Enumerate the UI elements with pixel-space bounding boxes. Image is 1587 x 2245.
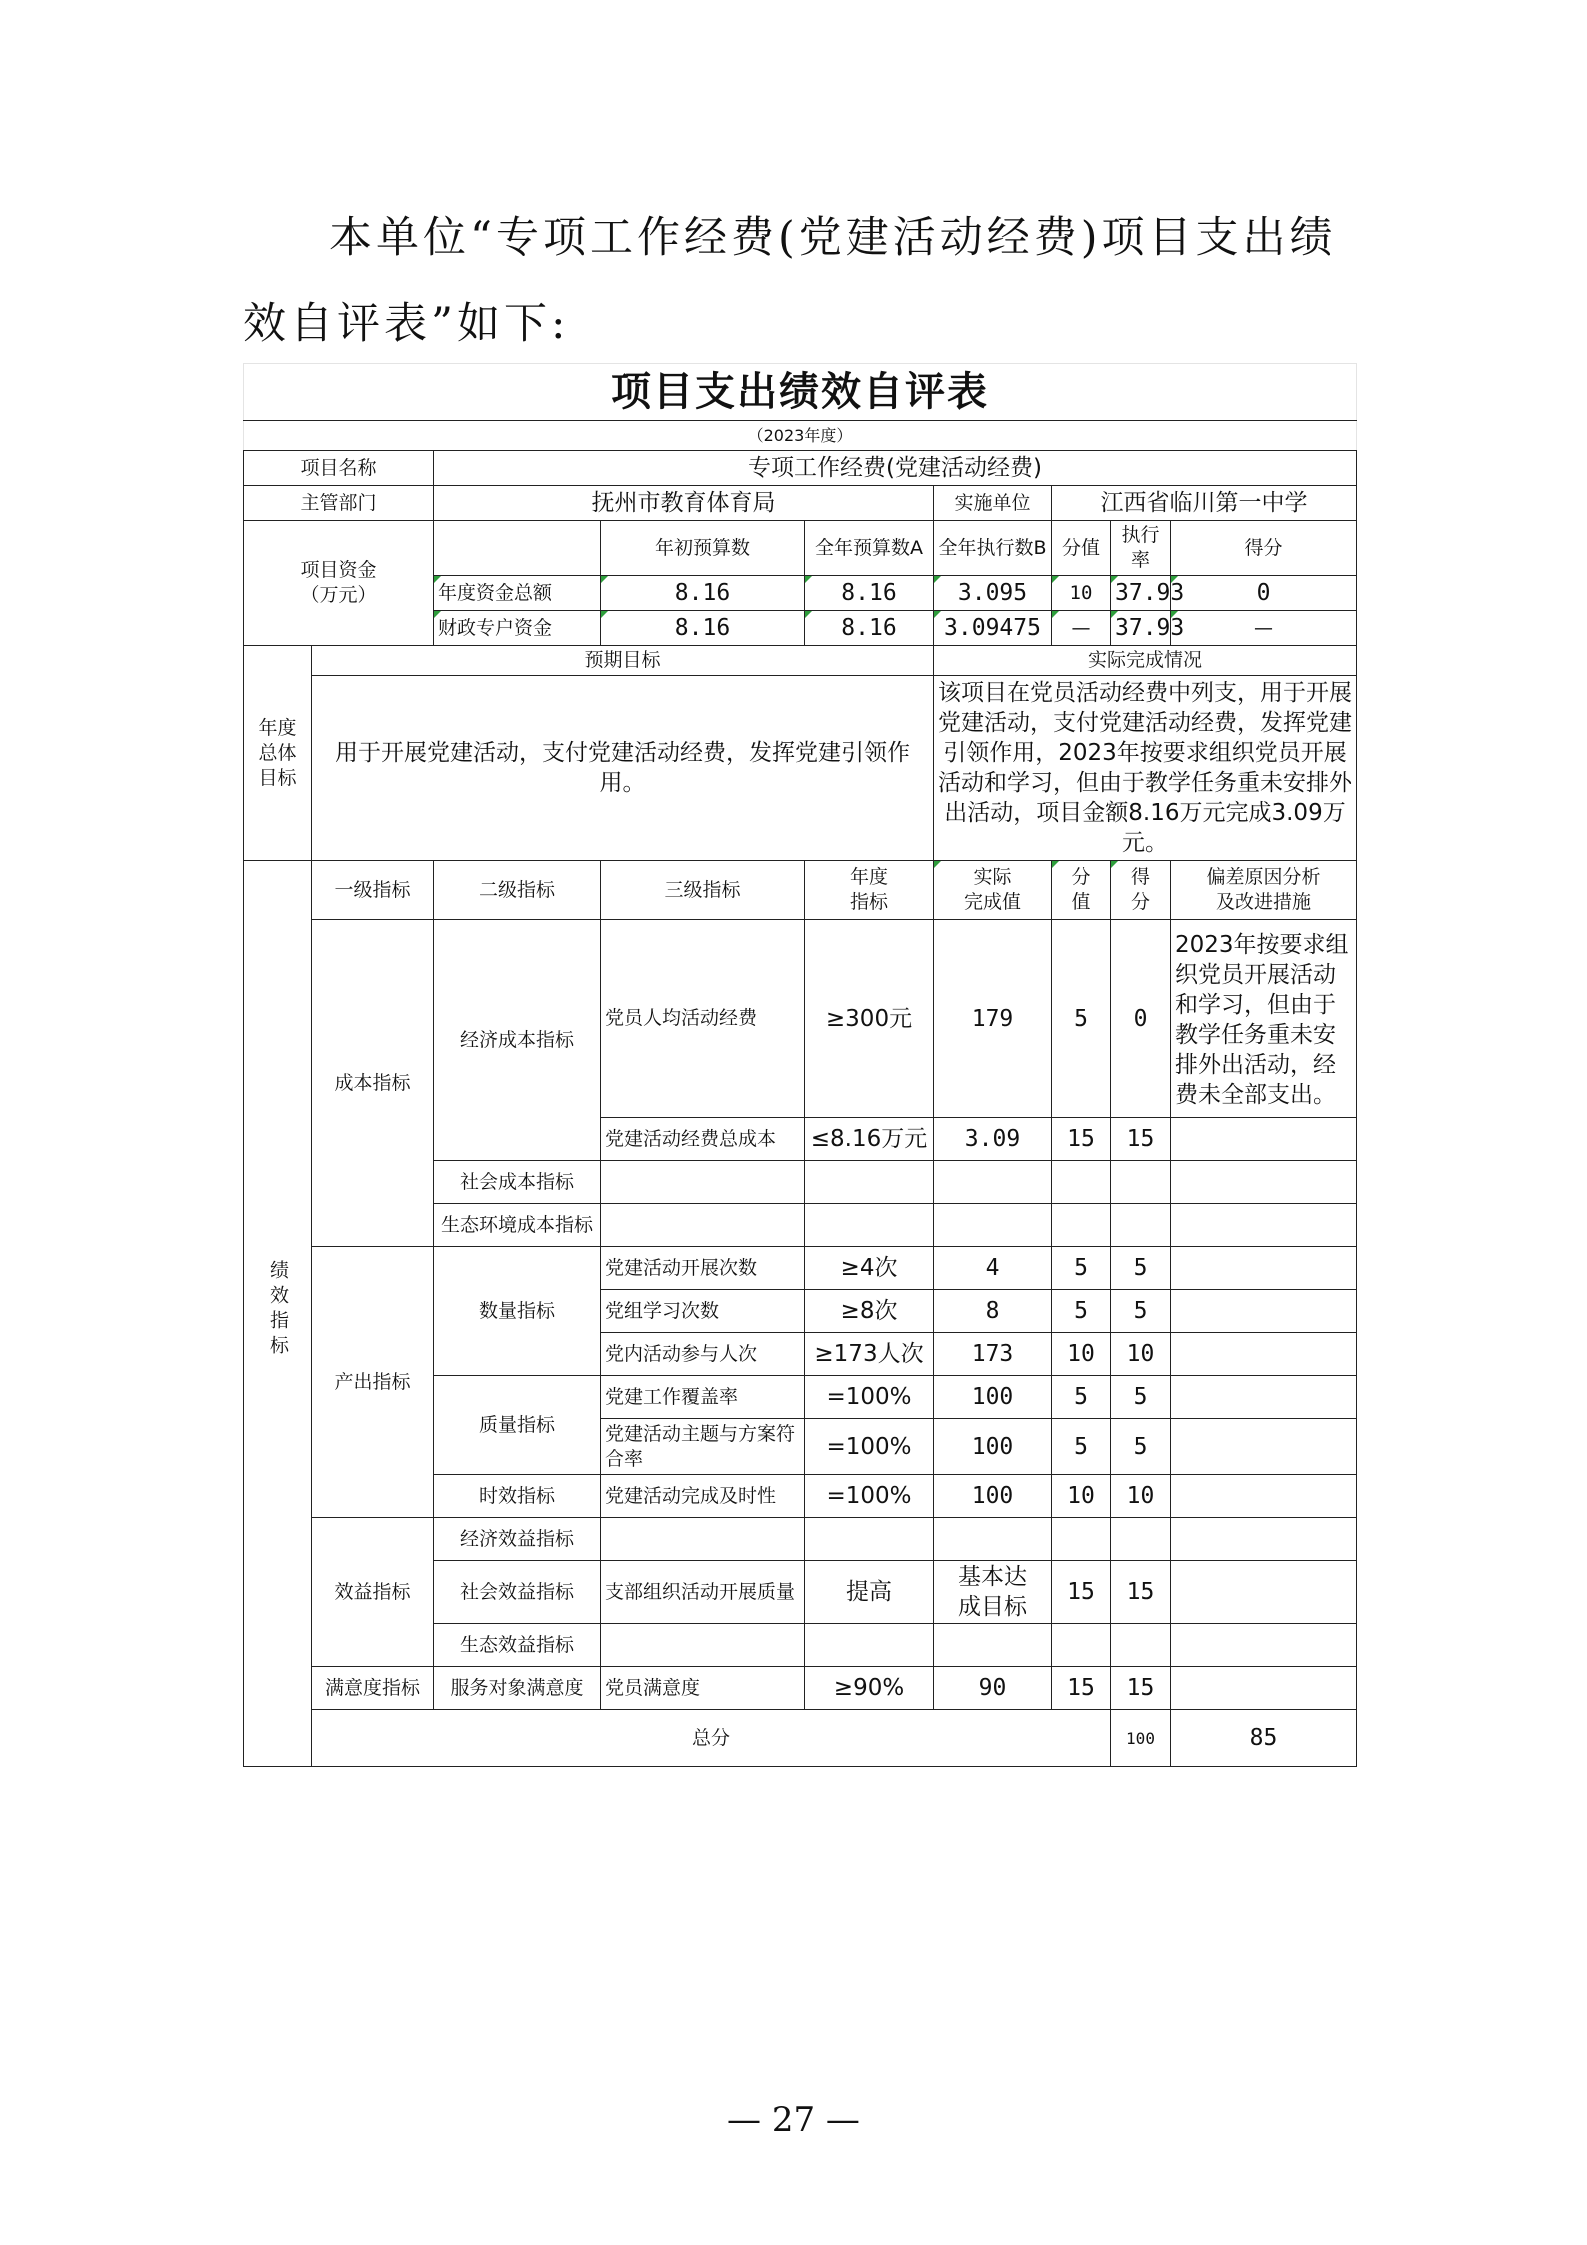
service-satisfaction-label: 服务对象满意度 xyxy=(434,1667,601,1710)
indicator-score: 10 xyxy=(1111,1333,1171,1376)
funds-score-value: 10 xyxy=(1052,576,1111,611)
funds-score-value: — xyxy=(1052,611,1111,646)
social-cost-label: 社会成本指标 xyxy=(434,1161,601,1204)
empty-cell xyxy=(601,1518,805,1561)
indicator-actual: 179 xyxy=(934,920,1052,1118)
output-indicator-label: 产出指标 xyxy=(312,1247,434,1518)
annual-goal-label: 年度 总体 目标 xyxy=(244,646,312,861)
indicator-weight: 5 xyxy=(1052,920,1111,1118)
empty-cell xyxy=(601,1204,805,1247)
funds-header-executed: 全年执行数B xyxy=(934,521,1052,576)
impl-label: 实施单位 xyxy=(934,486,1052,521)
empty-cell xyxy=(601,1624,805,1667)
indicator-target: =100% xyxy=(805,1419,934,1475)
indicator-score: 15 xyxy=(1111,1118,1171,1161)
social-benefit-label: 社会效益指标 xyxy=(434,1561,601,1624)
funds-executed: 3.095 xyxy=(934,576,1052,611)
indicator-deviation xyxy=(1171,1561,1357,1624)
empty-cell xyxy=(1052,1161,1111,1204)
indicator-deviation xyxy=(1171,1419,1357,1475)
indicator-score: 5 xyxy=(1111,1290,1171,1333)
impl-value: 江西省临川第一中学 xyxy=(1052,486,1357,521)
empty-cell xyxy=(1052,1518,1111,1561)
actual-completion-text: 该项目在党员活动经费中列支，用于开展党建活动，支付党建活动经费，发挥党建引领作用，2023年按要求组织党员开展活动和学习，但由于教学任务重未安排外出活动，项目金额8.16万元完成3.09万元。 xyxy=(934,676,1357,861)
indicator-weight: 10 xyxy=(1052,1333,1111,1376)
funds-initial: 8.16 xyxy=(601,576,805,611)
header-weight: 分 值 xyxy=(1052,861,1111,920)
empty-cell xyxy=(1171,1518,1357,1561)
empty-cell xyxy=(805,1204,934,1247)
indicator-target: ≥4次 xyxy=(805,1247,934,1290)
indicator-actual: 100 xyxy=(934,1475,1052,1518)
empty-cell xyxy=(1111,1161,1171,1204)
indicator-deviation xyxy=(1171,1118,1357,1161)
table-title: 项目支出绩效自评表 xyxy=(244,364,1357,421)
indicator-name: 党组学习次数 xyxy=(601,1290,805,1333)
eco-benefit-label: 生态效益指标 xyxy=(434,1624,601,1667)
indicator-target: =100% xyxy=(805,1376,934,1419)
cost-indicator-label: 成本指标 xyxy=(312,920,434,1247)
indicator-name: 党建活动开展次数 xyxy=(601,1247,805,1290)
empty-cell xyxy=(1052,1624,1111,1667)
indicator-actual: 100 xyxy=(934,1419,1052,1475)
funds-header-blank xyxy=(434,521,601,576)
indicator-score: 15 xyxy=(1111,1561,1171,1624)
funds-rate: 37.93 xyxy=(1111,576,1171,611)
actual-completion-label: 实际完成情况 xyxy=(934,646,1357,676)
deviation-note: 2023年按要求组织党员开展活动和学习，但由于教学任务重未安排外出活动，经费未全部支出。 xyxy=(1171,920,1357,1118)
indicator-actual: 4 xyxy=(934,1247,1052,1290)
indicator-weight: 5 xyxy=(1052,1376,1111,1419)
empty-cell xyxy=(934,1204,1052,1247)
funds-row-label: 年度资金总额 xyxy=(434,576,601,611)
funds-full: 8.16 xyxy=(805,611,934,646)
empty-cell xyxy=(1111,1204,1171,1247)
header-level2: 二级指标 xyxy=(434,861,601,920)
empty-cell xyxy=(805,1518,934,1561)
performance-indicators-text: 绩效指标 xyxy=(267,1260,289,1360)
table-year: （2023年度） xyxy=(244,421,1357,451)
indicator-score: 5 xyxy=(1111,1247,1171,1290)
indicator-target: ≤8.16万元 xyxy=(805,1118,934,1161)
indicator-name: 党员人均活动经费 xyxy=(601,920,805,1118)
intro-paragraph: 本单位“专项工作经费(党建活动经费)项目支出绩效自评表”如下: xyxy=(243,213,1337,349)
empty-cell xyxy=(1171,1204,1357,1247)
eco-cost-label: 生态环境成本指标 xyxy=(434,1204,601,1247)
indicator-score: 5 xyxy=(1111,1419,1171,1475)
indicator-actual: 3.09 xyxy=(934,1118,1052,1161)
funds-header-rate: 执行率 xyxy=(1111,521,1171,576)
funds-header-score: 得分 xyxy=(1171,521,1357,576)
indicator-deviation xyxy=(1171,1376,1357,1419)
indicator-score: 5 xyxy=(1111,1376,1171,1419)
indicator-name: 党员满意度 xyxy=(601,1667,805,1710)
indicator-target: ≥173人次 xyxy=(805,1333,934,1376)
expected-goal-label: 预期目标 xyxy=(312,646,934,676)
indicator-actual: 基本达成目标 xyxy=(934,1561,1052,1624)
header-annual-target: 年度 指标 xyxy=(805,861,934,920)
funds-header-score-value: 分值 xyxy=(1052,521,1111,576)
empty-cell xyxy=(601,1161,805,1204)
satisfaction-indicator-label: 满意度指标 xyxy=(312,1667,434,1710)
indicator-name: 党建活动完成及时性 xyxy=(601,1475,805,1518)
funds-score: 0 xyxy=(1171,576,1357,611)
funds-score: — xyxy=(1171,611,1357,646)
indicator-deviation xyxy=(1171,1247,1357,1290)
indicator-name: 支部组织活动开展质量 xyxy=(601,1561,805,1624)
benefit-indicator-label: 效益指标 xyxy=(312,1518,434,1667)
project-name-label: 项目名称 xyxy=(244,451,434,486)
indicator-target: ≥90% xyxy=(805,1667,934,1710)
empty-cell xyxy=(1171,1624,1357,1667)
dept-label: 主管部门 xyxy=(244,486,434,521)
econ-benefit-label: 经济效益指标 xyxy=(434,1518,601,1561)
timeliness-indicator-label: 时效指标 xyxy=(434,1475,601,1518)
expected-goal-text: 用于开展党建活动，支付党建活动经费，发挥党建引领作用。 xyxy=(312,676,934,861)
indicator-name: 党内活动参与人次 xyxy=(601,1333,805,1376)
indicator-actual: 90 xyxy=(934,1667,1052,1710)
header-score: 得 分 xyxy=(1111,861,1171,920)
indicator-deviation xyxy=(1171,1667,1357,1710)
empty-cell xyxy=(1171,1161,1357,1204)
indicator-weight: 15 xyxy=(1052,1561,1111,1624)
indicator-name: 党建活动主题与方案符合率 xyxy=(601,1419,805,1475)
econ-cost-label: 经济成本指标 xyxy=(434,920,601,1161)
header-level1: 一级指标 xyxy=(312,861,434,920)
funds-header-initial: 年初预算数 xyxy=(601,521,805,576)
funds-rate: 37.93 xyxy=(1111,611,1171,646)
indicator-deviation xyxy=(1171,1333,1357,1376)
dept-value: 抚州市教育体育局 xyxy=(434,486,934,521)
indicator-deviation xyxy=(1171,1475,1357,1518)
indicator-score: 10 xyxy=(1111,1475,1171,1518)
total-label: 总分 xyxy=(312,1710,1111,1767)
indicator-target: ≥300元 xyxy=(805,920,934,1118)
indicator-deviation xyxy=(1171,1290,1357,1333)
indicator-weight: 5 xyxy=(1052,1419,1111,1475)
header-level3: 三级指标 xyxy=(601,861,805,920)
funds-row-label: 财政专户资金 xyxy=(434,611,601,646)
indicator-score: 15 xyxy=(1111,1667,1171,1710)
empty-cell xyxy=(805,1161,934,1204)
empty-cell xyxy=(934,1161,1052,1204)
indicator-actual: 173 xyxy=(934,1333,1052,1376)
indicator-actual: 8 xyxy=(934,1290,1052,1333)
indicator-name: 党建工作覆盖率 xyxy=(601,1376,805,1419)
header-deviation: 偏差原因分析 及改进措施 xyxy=(1171,861,1357,920)
indicator-weight: 15 xyxy=(1052,1667,1111,1710)
indicator-weight: 15 xyxy=(1052,1118,1111,1161)
funds-full: 8.16 xyxy=(805,576,934,611)
empty-cell xyxy=(934,1624,1052,1667)
indicator-target: 提高 xyxy=(805,1561,934,1624)
indicator-score: 0 xyxy=(1111,920,1171,1118)
empty-cell xyxy=(1111,1518,1171,1561)
empty-cell xyxy=(1052,1204,1111,1247)
empty-cell xyxy=(805,1624,934,1667)
indicator-target: =100% xyxy=(805,1475,934,1518)
indicator-name: 党建活动经费总成本 xyxy=(601,1118,805,1161)
total-weight: 100 xyxy=(1111,1710,1171,1767)
quality-indicator-label: 质量指标 xyxy=(434,1376,601,1475)
page-number: — 27 — xyxy=(727,2100,860,2140)
quantity-indicator-label: 数量指标 xyxy=(434,1247,601,1376)
performance-self-evaluation-table xyxy=(243,363,1357,1767)
indicator-weight: 5 xyxy=(1052,1247,1111,1290)
header-actual: 实际 完成值 xyxy=(934,861,1052,920)
funds-label: 项目资金 （万元） xyxy=(244,521,434,646)
performance-indicators-label xyxy=(244,861,312,1767)
funds-header-full: 全年预算数A xyxy=(805,521,934,576)
indicator-weight: 10 xyxy=(1052,1475,1111,1518)
funds-executed: 3.09475 xyxy=(934,611,1052,646)
empty-cell xyxy=(934,1518,1052,1561)
indicator-target: ≥8次 xyxy=(805,1290,934,1333)
total-score: 85 xyxy=(1171,1710,1357,1767)
empty-cell xyxy=(1111,1624,1171,1667)
indicator-actual: 100 xyxy=(934,1376,1052,1419)
funds-initial: 8.16 xyxy=(601,611,805,646)
project-name: 专项工作经费(党建活动经费) xyxy=(434,451,1357,486)
indicator-weight: 5 xyxy=(1052,1290,1111,1333)
